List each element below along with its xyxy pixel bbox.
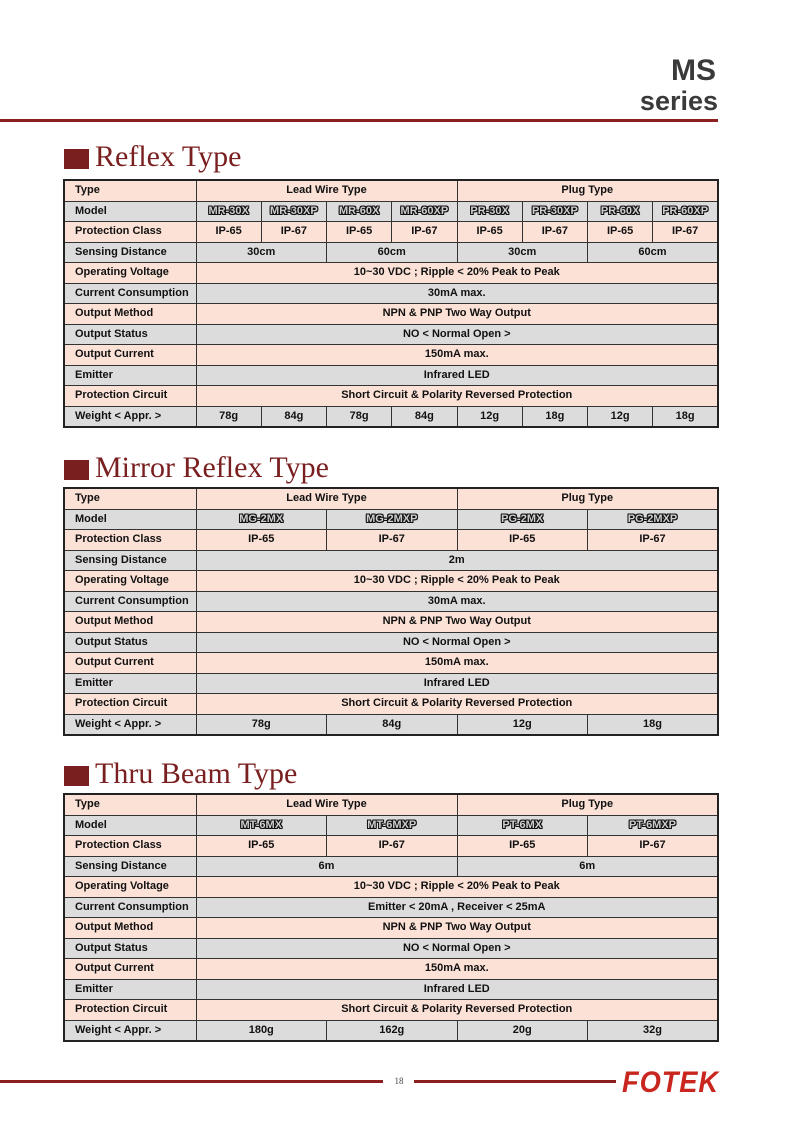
table-row: [64, 550, 718, 571]
table-cell: MT-6MX: [196, 815, 327, 836]
table-cell: 18g: [522, 406, 587, 427]
table-cell: MT-6MXP: [327, 815, 458, 836]
row-label: Output Method: [64, 304, 196, 325]
table-cell: 12g: [588, 406, 653, 427]
row-label: Protection Circuit: [64, 386, 196, 407]
table-cell: 12g: [457, 406, 522, 427]
table-row: [64, 897, 718, 918]
table-cell: 84g: [392, 406, 457, 427]
table-cell: PG-2MXP: [588, 509, 719, 530]
table-cell: IP-67: [653, 222, 718, 243]
table-cell: Infrared LED: [196, 979, 718, 1000]
table-cell: IP-67: [588, 836, 719, 857]
table-cell: IP-67: [522, 222, 587, 243]
table-cell: IP-65: [327, 222, 392, 243]
table-row: [64, 591, 718, 612]
table-cell: Short Circuit & Polarity Reversed Protection: [196, 1000, 718, 1021]
table-row: [64, 324, 718, 345]
table-cell: MR-60XP: [392, 201, 457, 222]
mirror-reflex-spec-table: [63, 487, 719, 736]
footer-rule-right: [414, 1080, 616, 1083]
footer-rule-left: [0, 1080, 383, 1083]
table-row: [64, 406, 718, 427]
table-cell: 30cm: [196, 242, 327, 263]
row-label: Weight < Appr. >: [64, 406, 196, 427]
table-cell: 32g: [588, 1020, 719, 1041]
table-cell: IP-65: [457, 836, 588, 857]
table-row: [64, 283, 718, 304]
table-cell: 18g: [588, 714, 719, 735]
table-row: [64, 815, 718, 836]
table-cell: NPN & PNP Two Way Output: [196, 918, 718, 939]
row-label: Type: [64, 180, 196, 201]
table-cell: Lead Wire Type: [196, 794, 457, 815]
table-cell: IP-65: [457, 222, 522, 243]
table-cell: 60cm: [327, 242, 458, 263]
table-cell: Lead Wire Type: [196, 180, 457, 201]
row-label: Model: [64, 509, 196, 530]
row-label: Output Current: [64, 345, 196, 366]
table-row: [64, 653, 718, 674]
table-cell: PR-30X: [457, 201, 522, 222]
row-label: Sensing Distance: [64, 550, 196, 571]
table-cell: PR-60X: [588, 201, 653, 222]
thru-beam-spec-table: [63, 793, 719, 1042]
table-cell: NO < Normal Open >: [196, 938, 718, 959]
table-row: [64, 877, 718, 898]
section-square-icon: [64, 460, 89, 480]
table-cell: Plug Type: [457, 794, 718, 815]
table-cell: IP-67: [588, 530, 719, 551]
table-cell: NPN & PNP Two Way Output: [196, 304, 718, 325]
table-row: [64, 222, 718, 243]
table-cell: IP-65: [588, 222, 653, 243]
table-row: [64, 1000, 718, 1021]
row-label: Output Method: [64, 918, 196, 939]
row-label: Type: [64, 488, 196, 509]
row-label: Protection Class: [64, 222, 196, 243]
table-row: [64, 345, 718, 366]
table-row: [64, 959, 718, 980]
table-cell: 30cm: [457, 242, 588, 263]
section-title-reflex: [64, 140, 241, 174]
page-number: 18: [394, 1076, 404, 1086]
section-title-text: Reflex Type: [95, 140, 242, 173]
table-cell: MR-30XP: [261, 201, 326, 222]
row-label: Model: [64, 815, 196, 836]
table-cell: 180g: [196, 1020, 327, 1041]
table-cell: 84g: [261, 406, 326, 427]
table-cell: 18g: [653, 406, 718, 427]
table-cell: PG-2MX: [457, 509, 588, 530]
table-cell: NO < Normal Open >: [196, 324, 718, 345]
table-row: [64, 201, 718, 222]
table-cell: IP-67: [327, 530, 458, 551]
table-cell: 84g: [327, 714, 458, 735]
row-label: Emitter: [64, 365, 196, 386]
table-row: [64, 263, 718, 284]
table-cell: 30mA max.: [196, 283, 718, 304]
table-cell: MR-60X: [327, 201, 392, 222]
table-cell: Infrared LED: [196, 365, 718, 386]
table-row: [64, 856, 718, 877]
row-label: Output Status: [64, 324, 196, 345]
table-row: [64, 365, 718, 386]
table-cell: IP-67: [327, 836, 458, 857]
row-label: Current Consumption: [64, 897, 196, 918]
row-label: Protection Class: [64, 530, 196, 551]
row-label: Emitter: [64, 673, 196, 694]
table-cell: PR-30XP: [522, 201, 587, 222]
table-cell: Infrared LED: [196, 673, 718, 694]
table-row: [64, 1020, 718, 1041]
table-cell: 6m: [457, 856, 718, 877]
table-cell: PT-6MXP: [588, 815, 719, 836]
reflex-spec-table: [63, 179, 719, 428]
table-cell: IP-65: [196, 836, 327, 857]
table-row: [64, 386, 718, 407]
row-label: Output Method: [64, 612, 196, 633]
table-row: [64, 714, 718, 735]
table-row: [64, 571, 718, 592]
table-cell: Plug Type: [457, 180, 718, 201]
section-title-mirror-reflex: [64, 451, 329, 485]
row-label: Protection Class: [64, 836, 196, 857]
table-row: [64, 836, 718, 857]
row-label: Current Consumption: [64, 283, 196, 304]
table-cell: IP-67: [392, 222, 457, 243]
table-cell: MG-2MX: [196, 509, 327, 530]
table-row: [64, 488, 718, 509]
table-cell: 12g: [457, 714, 588, 735]
table-cell: IP-65: [457, 530, 588, 551]
table-cell: IP-65: [196, 530, 327, 551]
table-row: [64, 938, 718, 959]
table-cell: MG-2MXP: [327, 509, 458, 530]
row-label: Protection Circuit: [64, 694, 196, 715]
table-row: [64, 242, 718, 263]
table-cell: IP-65: [196, 222, 261, 243]
header-rule: [0, 119, 718, 122]
table-cell: 162g: [327, 1020, 458, 1041]
table-cell: Lead Wire Type: [196, 488, 457, 509]
row-label: Protection Circuit: [64, 1000, 196, 1021]
table-cell: 10~30 VDC ; Ripple < 20% Peak to Peak: [196, 877, 718, 898]
table-cell: 150mA max.: [196, 959, 718, 980]
table-cell: PT-6MX: [457, 815, 588, 836]
table-row: [64, 180, 718, 201]
table-row: [64, 304, 718, 325]
table-cell: Emitter < 20mA , Receiver < 25mA: [196, 897, 718, 918]
table-row: [64, 509, 718, 530]
table-cell: 10~30 VDC ; Ripple < 20% Peak to Peak: [196, 571, 718, 592]
table-cell: 150mA max.: [196, 653, 718, 674]
table-cell: 10~30 VDC ; Ripple < 20% Peak to Peak: [196, 263, 718, 284]
row-label: Weight < Appr. >: [64, 1020, 196, 1041]
table-row: [64, 612, 718, 633]
section-square-icon: [64, 149, 89, 169]
table-cell: 60cm: [588, 242, 719, 263]
row-label: Model: [64, 201, 196, 222]
table-cell: PR-60XP: [653, 201, 718, 222]
section-title-thru-beam: [64, 757, 297, 791]
series-code: MS: [671, 54, 716, 87]
table-row: [64, 632, 718, 653]
row-label: Emitter: [64, 979, 196, 1000]
row-label: Operating Voltage: [64, 877, 196, 898]
table-cell: IP-67: [261, 222, 326, 243]
fotek-logo: [620, 1064, 720, 1096]
section-title-text: Thru Beam Type: [95, 757, 298, 790]
table-cell: 150mA max.: [196, 345, 718, 366]
row-label: Output Current: [64, 959, 196, 980]
table-cell: 6m: [196, 856, 457, 877]
table-cell: 20g: [457, 1020, 588, 1041]
brand-logo-text: FOTEK: [622, 1066, 720, 1096]
table-cell: NO < Normal Open >: [196, 632, 718, 653]
table-cell: 78g: [196, 714, 327, 735]
table-cell: NPN & PNP Two Way Output: [196, 612, 718, 633]
table-cell: MR-30X: [196, 201, 261, 222]
table-row: [64, 794, 718, 815]
table-cell: Short Circuit & Polarity Reversed Protection: [196, 386, 718, 407]
row-label: Sensing Distance: [64, 856, 196, 877]
section-title-text: Mirror Reflex Type: [95, 451, 329, 484]
table-cell: 78g: [327, 406, 392, 427]
row-label: Sensing Distance: [64, 242, 196, 263]
row-label: Output Status: [64, 938, 196, 959]
row-label: Operating Voltage: [64, 571, 196, 592]
section-square-icon: [64, 766, 89, 786]
row-label: Type: [64, 794, 196, 815]
table-row: [64, 918, 718, 939]
table-cell: Plug Type: [457, 488, 718, 509]
row-label: Output Status: [64, 632, 196, 653]
table-row: [64, 673, 718, 694]
table-row: [64, 694, 718, 715]
table-cell: 2m: [196, 550, 718, 571]
row-label: Output Current: [64, 653, 196, 674]
table-cell: Short Circuit & Polarity Reversed Protection: [196, 694, 718, 715]
table-row: [64, 979, 718, 1000]
table-cell: 30mA max.: [196, 591, 718, 612]
table-cell: 78g: [196, 406, 261, 427]
series-word: series: [639, 86, 718, 116]
row-label: Current Consumption: [64, 591, 196, 612]
table-row: [64, 530, 718, 551]
row-label: Operating Voltage: [64, 263, 196, 284]
row-label: Weight < Appr. >: [64, 714, 196, 735]
